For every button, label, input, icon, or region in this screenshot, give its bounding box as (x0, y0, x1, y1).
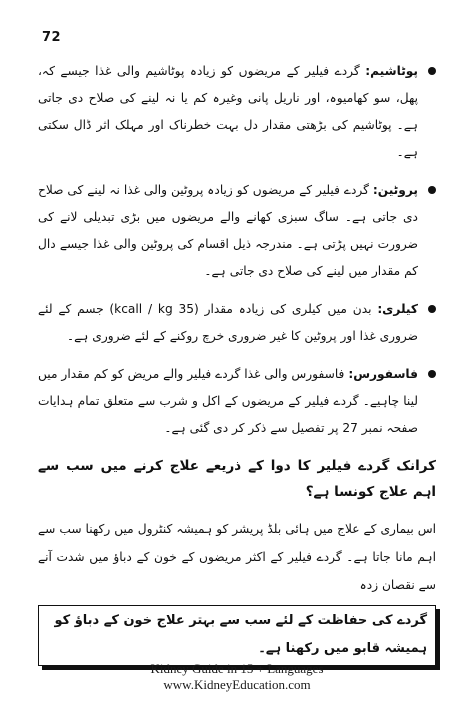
footer-title: Kidney Guide in 15 + Languages (150, 661, 324, 676)
page-number: 72 (42, 30, 62, 45)
bullet-term: پوٹاشیم: (365, 64, 418, 78)
bullet-dot-icon (428, 370, 436, 378)
bullet-term: فاسفورس: (348, 367, 418, 381)
bullet-potassium (38, 58, 436, 166)
page-content (38, 58, 436, 666)
bullet-protein (38, 177, 436, 285)
bullet-text: فاسفورس والی غذا گردے فیلیر والے مریض کو کم مقدار میں لینا چاہیے۔ گردے فیلیر کے مریضوں کے اکل و شرب سے متعلق تمام ہدایات صفحہ نمبر 27 پر تفصیل سے ذکر کر دی گئی ہے۔ (38, 367, 418, 435)
bullet-dot-icon (428, 186, 436, 194)
bullet-text: گردے فیلیر کے مریضوں کو زیادہ پروٹین والی غذا نہ لینے کی صلاح دی جاتی ہے۔ ساگ سبزی کھانے والے مریضوں میں بڑی تبدیلی لانے کی ضرورت نہیں پڑتی ہے۔ مندرجہ ذیل اقسام کی پروٹین والی غذا جیسے دال کم مقدار میں لینے کی صلاح دی جاتی ہے۔ (38, 183, 418, 278)
highlight-callout: گردے کی حفاظت کے لئے سب سے بہتر علاج خون کے دباؤ کو ہمیشہ قابو میں رکھنا ہے۔ (38, 605, 436, 666)
bullet-text: گردے فیلیر کے مریضوں کو زیادہ پوٹاشیم والی غذا جیسے کہ، پھل، سو کھامیوہ، اور ناریل پانی وغیرہ کم یا نہ لینے کی صلاح دی جاتی ہے۔ پوٹاشیم کی بڑھتی مقدار دل بہت خطرناک اور مہلک اثر ڈال سکتی ہے۔ (38, 64, 418, 159)
footer-website-link[interactable]: www.KidneyEducation.com (163, 677, 311, 692)
bullet-text: بدن میں کیلری کی زیادہ مقدار (35 kcall / kg) جسم کے لئے ضروری غذا اور پروٹین کا غیر ضروری خرچ روکنے کے لئے ضروری ہے۔ (38, 302, 418, 343)
bullet-phosphorus (38, 361, 436, 442)
bullet-term: پروٹین: (372, 183, 418, 197)
bullet-dot-icon (428, 305, 436, 313)
section-heading: کرانک گردے فیلیر کا دوا کے ذریعے علاج کرنے میں سب سے اہم علاج کونسا ہے؟ (38, 458, 436, 500)
bullet-term: کیلری: (377, 302, 418, 316)
body-paragraph: اس بیماری کے علاج میں ہائی بلڈ پریشر کو ہمیشہ کنٹرول میں رکھنا سب سے اہم مانا جاتا ہے۔ گردے فیلیر کے اکثر مریضوں کے خون کے دباؤ میں شدت آنے سے نقصان زدہ (38, 522, 436, 592)
page-footer (0, 661, 474, 693)
bullet-calorie (38, 296, 436, 350)
bullet-dot-icon (428, 67, 436, 75)
